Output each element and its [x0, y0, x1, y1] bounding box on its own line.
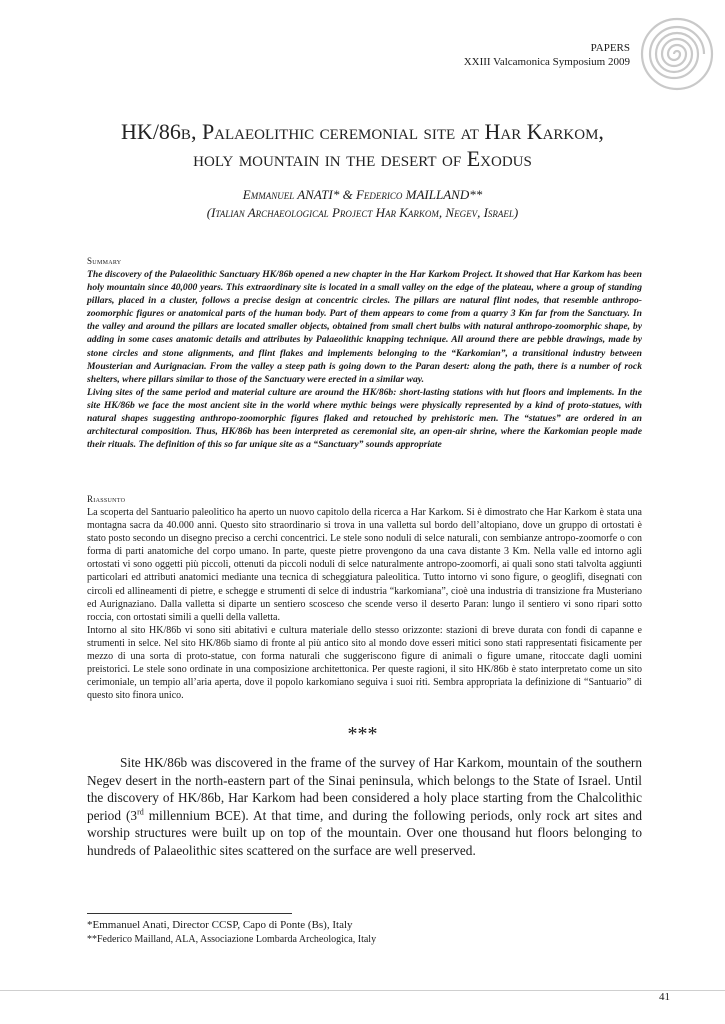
title-line-1: HK/86b, Palaeolithic ceremonial site at Har Karkom,: [121, 119, 604, 144]
summary-paragraph-2: Living sites of the same period and material culture are around the HK/86b: short-lasting stations with hut floors and implements. In the site HK/86b we face the most ancient site in the world where mythic beings were physically represented by a kind of proto-statues, with natural shapes suggesting anthropo-zoomorphic figures flaked and retouched by prehistoric men. The “statues” are ordered in an architectural composition. Thus, HK/86b has been interpreted as ceremonial site, an open-air shrine, where the Karkomian people made their rituals. The definition of this so far unique site as a “Sanctuary” sounds appropriate: [87, 386, 642, 451]
riassunto-heading: Riassunto: [87, 494, 126, 504]
riassunto-paragraph-2: Intorno al sito HK/86b vi sono siti abitativi e cultura materiale dello stesso orizzonte: stazioni di breve durata con fondi di capanne e strumenti in selce. Nel sito HK/86b siamo di fronte al più antico sito al mondo dove esseri mitici sono stati rappresentati fisicamente per mezzo di una sorta di proto-statue, con forma naturali che suggeriscono figure di animali o figure umane, ritoccate dagli uomini preistorici. Le stele sono ordinate in una composizione architettonica. Per queste ragioni, il sito HK/86b è stato interpretato come un sito cerimoniale, un tempio all’aria aperta, dove il popolo karkomiano seguiva i suoi riti. Sembra appropriata la definizione di “Santuario” di questo sito finora unico.: [87, 624, 642, 702]
summary-abstract: [87, 268, 642, 451]
ordinal-superscript: rd: [137, 807, 144, 817]
title-line-2: holy mountain in the desert of Exodus: [193, 146, 532, 171]
body-paragraph: [87, 754, 642, 860]
riassunto-abstract: [87, 506, 642, 702]
author-names: Emmanuel ANATI* & Federico MAILLAND**: [242, 187, 483, 202]
author-affiliation: (Italian Archaeological Project Har Karkom, Negev, Israel): [206, 205, 519, 220]
author-block: [0, 186, 725, 222]
spiral-logo-icon: [639, 16, 715, 92]
page-bottom-rule: [0, 990, 725, 991]
footnote-rule: [87, 913, 292, 914]
header-conference: XXIII Valcamonica Symposium 2009: [463, 56, 630, 68]
page-number: 41: [659, 991, 670, 1003]
header-series: PAPERS: [590, 42, 630, 54]
riassunto-paragraph-1: La scoperta del Santuario paleolitico ha aperto un nuovo capitolo della ricerca a Har Karkom. Si è dimostrato che Har Karkom è stata una montagna sacra da 40.000 anni. Questo sito straordinario si trova in una valletta sul bordo dell’altopiano, dove un gruppo di ortostati è stato posto secondo un disegno preciso a cerchi concentrici. Le stele sono noduli di selce naturali, con sembianze antropo-zoomorfe o con forma di parti anatomiche del corpo umano. In parte, queste pietre provengono da una cava distante 3 Km. Nella valle ed intorno agli ortostati vi sono oggetti più piccoli, ottenuti da piccoli noduli di selce naturalmente antropo-zoomorfi, ai quali sono stati talvolta aggiunti particolari ed attributi anatomici mediante una tecnica di scheggiatura paleolitica. Tutto intorno vi sono figure, o geoglifi, disegnati con circoli ed allineamenti di pietre, e schegge e strumenti di selce di industria “karkomiana”, cioè una industria di transizione fra Musteriano ed Aurignaziano. Dalla valletta si diparte un sentiero scosceso che scende verso il deserto Paran: lungo il sentiero vi sono ripari sotto roccia, con ortostati simili a quelli della valletta.: [87, 507, 642, 623]
body-text: [87, 754, 642, 860]
running-header: [464, 41, 630, 69]
paper-title: [0, 118, 725, 172]
body-text-end: millennium BCE). At that time, and during the following periods, only rock art sites and worship structures were built up on top of the mountain. Over one thousand hut floors belonging to hundreds of Palaeolithic sites scattered on the surface are well preserved.: [87, 807, 642, 858]
summary-heading: Summary: [87, 256, 122, 266]
footnotes: [87, 918, 376, 946]
body-text-start: Site HK/86b was discovered in the frame of the survey of Har Karkom, mountain of the southern Negev desert in the north-eastern part of the Sinai peninsula, which belongs to the State of Israel. Until the discovery of HK/86b, Har Karkom had been considered a holy place starting from the Chalcolithic period (3: [87, 755, 642, 823]
section-separator: ***: [347, 723, 378, 745]
summary-paragraph-1: The discovery of the Palaeolithic Sanctuary HK/86b opened a new chapter in the Har Karkom Project. It showed that Har Karkom has been holy mountain since 40,000 years. This extraordinary site is located in a small valley on the edge of the plateau, where a group of standing pillars, placed in a cluster, follows a precise design at concentric circles. The pillars are natural flint nodes, that resemble anthropo-zoomorphic figures or anatomical parts of the human body. Part of them appears to come from a quarry 3 Km far from the Sanctuary. In the valley and around the pillars are located smaller objects, obtained from small chert bulbs with natural anthropo-zoomorphic shape, by adding in some cases anatomic details and attributes by Palaeolithic knapping technique. All around there are pebble drawings, made by stone circles and stone alignments, and flint flakes and implements belonging to the “Karkomian”, a transitional industry between Mousterian and Aurignacian. From the valley a steep path is going down to the Paran desert: along the path, there is a number of rock shelters, where pillars similar to those of the Sanctuary were erected in a similar way.: [87, 269, 642, 385]
footnote-1: *Emmanuel Anati, Director CCSP, Capo di Ponte (Bs), Italy: [87, 919, 353, 931]
footnote-2: **Federico Mailland, ALA, Associazione Lombarda Archeologica, Italy: [87, 934, 377, 945]
